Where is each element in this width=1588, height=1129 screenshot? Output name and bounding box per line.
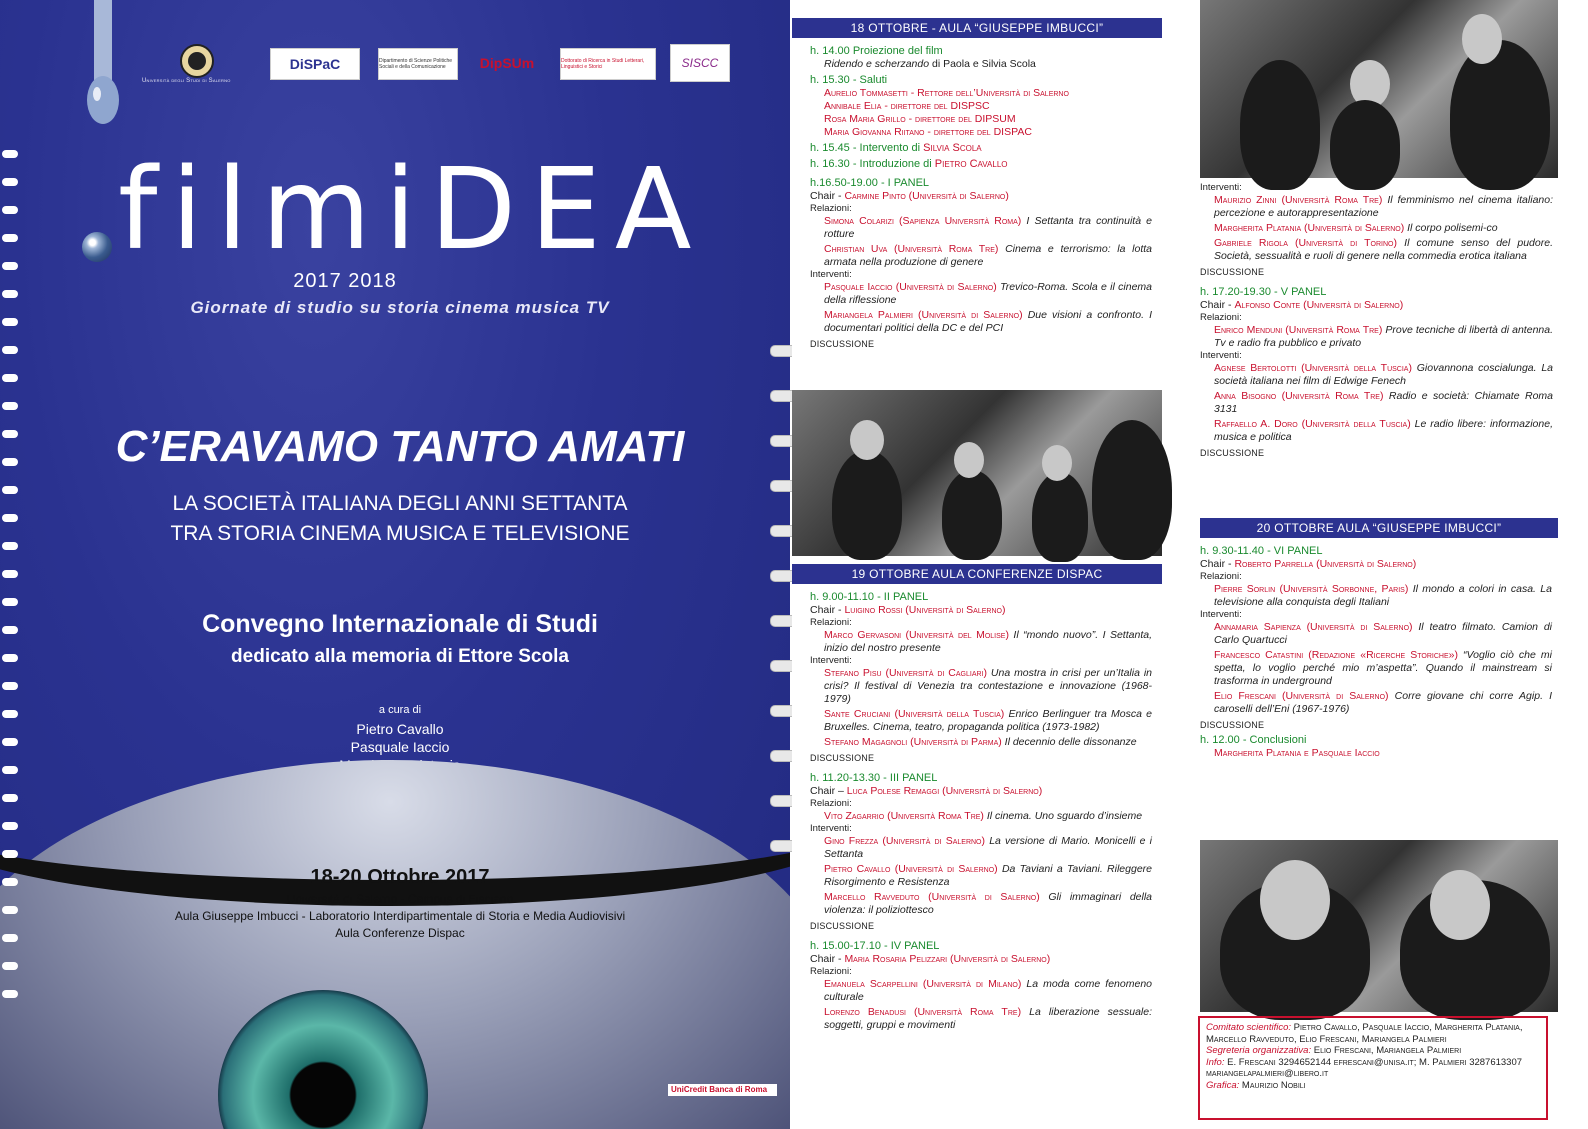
talk-title: Trevico-Roma. Scola e il cinema della riflessione	[824, 281, 1152, 306]
binder-hole	[2, 206, 18, 214]
talk-title: Il femminismo nel cinema italiano: percezione e autorappresentazione	[1214, 194, 1553, 219]
speaker-name: Stefano Pisu (Università di Cagliari)	[824, 667, 987, 679]
binder-hole	[2, 878, 18, 886]
logo-sisc: SISCC	[670, 44, 730, 82]
speaker-name: Francesco Catastini (Redazione «Ricerche Storiche»)	[1214, 649, 1458, 661]
speaker-name: Simona Colarizi (Sapienza Università Roma)	[824, 215, 1022, 227]
speaker-name: Elio Frescani (Università di Salerno)	[1214, 690, 1389, 702]
film-credit: di Paola e Silvia Scola	[932, 58, 1036, 70]
panel-heading: h. 9.00-11.10 - II PANEL	[810, 591, 929, 603]
binder-hole	[2, 570, 18, 578]
talk-title: Una mostra in crisi per un’Italia in crisi? Il festival di Venezia tra contestazione e innovazione (1968-1979)	[824, 667, 1152, 705]
panel-heading: h. 17.20-19.30 - V PANEL	[1200, 286, 1327, 298]
interventi-label: Interventi:	[810, 823, 852, 834]
binder-hole	[2, 906, 18, 914]
day1-header: 18 OTTOBRE - AULA “GIUSEPPE IMBUCCI”	[792, 18, 1162, 38]
brand-years: 2017 2018	[293, 270, 397, 292]
binder-hole	[2, 150, 18, 158]
speaker-name: Mariangela Palmieri (Università di Salerno)	[824, 309, 1023, 321]
speaker-role: - direttore del DISPAC	[927, 126, 1032, 138]
speaker-name: Aurelio Tommasetti	[824, 87, 908, 99]
logo-dipsum: DipSUm	[479, 55, 535, 71]
binder-hole	[2, 290, 18, 298]
venue-line-3: Aula Conferenze Dispac	[335, 926, 465, 940]
chair-label: Chair -	[810, 190, 842, 202]
speaker-name: Annibale Elia	[824, 100, 882, 112]
conference-label: Convegno Internazionale di Studi	[202, 610, 598, 638]
credits-label: Comitato scientifico:	[1206, 1022, 1292, 1033]
speaker-name: Christian Uva (Università Roma Tre)	[824, 243, 999, 255]
talk-title: Da Taviani a Taviani. Rileggere Risorgimento e Resistenza	[824, 863, 1152, 888]
binder-hole	[2, 318, 18, 326]
binder-hole	[2, 262, 18, 270]
binder-hole	[2, 430, 18, 438]
chair-label: Chair –	[810, 785, 844, 797]
day3-section	[1200, 518, 1558, 760]
speaker-name: Enrico Menduni (Università Roma Tre)	[1214, 324, 1383, 336]
binder-hole	[2, 626, 18, 634]
binder-hole	[2, 934, 18, 942]
speaker-role: - direttore del DIPSUM	[908, 113, 1016, 125]
credits-value: Elio Frescani, Mariangela Palmieri	[1313, 1045, 1462, 1056]
credits-label: Info:	[1206, 1056, 1225, 1068]
relazioni-label: Relazioni:	[810, 798, 852, 809]
credits-label: Grafica:	[1206, 1079, 1240, 1091]
credits-box	[1198, 1016, 1548, 1120]
talk-title: Il cinema. Uno sguardo d’insieme	[986, 810, 1143, 822]
speaker-name: Marco Gervasoni (Università del Molise)	[824, 629, 1009, 641]
discussion-label: DISCUSSIONE	[1200, 267, 1265, 277]
photo-scola-group	[1200, 0, 1558, 178]
relazioni-label: Relazioni:	[810, 966, 852, 977]
speaker-name: Rosa Maria Grillo	[824, 113, 906, 125]
binder-hole	[2, 542, 18, 550]
water-drop-icon	[84, 0, 122, 130]
curator-name: Pietro Cavallo	[356, 721, 444, 737]
speaker-name: Agnese Bertolotti (Università della Tuscia)	[1214, 362, 1412, 374]
speaker-name: Annamaria Sapienza (Università di Salerno)	[1214, 621, 1413, 633]
poster	[0, 0, 790, 1129]
binder-hole	[2, 178, 18, 186]
speaker-name: Stefano Magagnoli (Università di Parma)	[824, 736, 1002, 748]
speaker-name: Lorenzo Benadusi (Università Roma Tre)	[824, 1006, 1022, 1018]
speaker-name: Sante Cruciani (Università della Tuscia)	[824, 708, 1005, 720]
photo-group-men	[792, 390, 1162, 556]
binder-hole	[2, 598, 18, 606]
chair-name: Luigino Rossi (Università di Salerno)	[844, 604, 1006, 616]
day2-section	[792, 564, 1162, 1032]
talk-title: Prove tecniche di libertà di antenna. Tv e radio fra pubblico e privato	[1214, 324, 1554, 349]
speaker-name: Raffaello A. Doro (Università della Tuscia)	[1214, 418, 1411, 430]
speaker-name: Pierre Sorlin (Università Sorbonne, Paris)	[1214, 583, 1409, 595]
binder-hole	[2, 738, 18, 746]
binder-hole	[2, 682, 18, 690]
discussion-label: DISCUSSIONE	[810, 753, 875, 763]
speaker-name: Pietro Cavallo	[934, 158, 1008, 170]
slot-title: Proiezione del film	[852, 45, 943, 57]
binder-hole	[2, 374, 18, 382]
speaker-name: Gino Frezza (Università di Salerno)	[824, 835, 986, 847]
relazioni-label: Relazioni:	[810, 203, 852, 214]
panel-heading: h. 11.20-13.30 - III PANEL	[810, 772, 938, 784]
chair-name: Maria Rosaria Pelizzari (Università di Salerno)	[844, 953, 1051, 965]
side-column	[1195, 0, 1565, 1129]
speaker-name: Emanuela Scarpellini (Università di Milano)	[824, 978, 1022, 990]
chair-name: Alfonso Conte (Università di Salerno)	[1234, 299, 1404, 311]
main-title: C’ERAVAMO TANTO AMATI	[115, 422, 685, 471]
chair-label: Chair -	[810, 604, 842, 616]
credits-value: Maurizio Nobili	[1241, 1079, 1306, 1091]
interventi-label: Interventi:	[1200, 609, 1242, 620]
logo-strip	[170, 44, 750, 86]
binder-hole	[2, 402, 18, 410]
talk-title: Giovannona coscialunga. La società italiana nei film di Edwige Fenech	[1214, 362, 1553, 387]
dedication: dedicato alla memoria di Ettore Scola	[231, 646, 569, 667]
talk-title: Il “mondo nuovo”. I Settanta, inizio del nostro presente	[824, 629, 1152, 654]
credits-value: Pietro Cavallo, Pasquale Iaccio, Margherita Platania, Marcello Ravveduto, Elio Frescani, Mariangela Palmieri	[1206, 1022, 1523, 1045]
talk-title: La liberazione sessuale: soggetti, gruppi e movimenti	[824, 1006, 1153, 1031]
logo-dottorato: Dottorato di Ricerca in Studi Letterari, Linguistici e Storici	[560, 48, 656, 80]
photo-two-men	[1200, 840, 1558, 1012]
tagline: Giornate di studio su storia cinema musica TV	[190, 298, 610, 317]
talk-title: Il mondo a colori in casa. La televisione alla conquista degli Italiani	[1214, 583, 1552, 608]
curator-name: Pasquale Iaccio	[350, 739, 450, 755]
talk-title: Due visioni a confronto. I documentari politici della DC e del PCI	[824, 309, 1153, 334]
discussion-label: DISCUSSIONE	[810, 339, 875, 349]
slot-time: h. 14.00	[810, 45, 850, 57]
venue-line-2: Aula Giuseppe Imbucci - Laboratorio Interdipartimentale di Storia e Media Audiovisivi	[174, 909, 626, 923]
speaker-role: - Rettore dell’Università di Salerno	[910, 87, 1069, 99]
chair-label: Chair -	[810, 953, 842, 965]
talk-title: I Settanta tra continuità e rotture	[824, 215, 1152, 240]
speaker-name: Maurizio Zinni (Università Roma Tre)	[1214, 194, 1383, 206]
panel-heading: h.16.50-19.00 - I PANEL	[810, 177, 930, 189]
panel-heading: h. 15.00-17.10 - IV PANEL	[810, 940, 940, 952]
talk-title: Il corpo polisemi-co	[1407, 222, 1498, 234]
talk-title: Le radio libere: informazione, musica e politica	[1214, 418, 1553, 443]
chair-label: Chair -	[1200, 299, 1232, 311]
talk-title: Enrico Berlinguer tra Mosca e Bruxelles. Cinema, teatro, propaganda politica (1973-1982)	[824, 708, 1153, 733]
talk-title: Gli immaginari della violenza: il poliziottesco	[824, 891, 1153, 916]
curated-by-label: a cura di	[378, 704, 422, 716]
binder-hole	[2, 654, 18, 662]
talk-title: Radio e società: Chiamate Roma 3131	[1214, 390, 1553, 415]
speaker-name: Silvia Scola	[923, 142, 982, 154]
discussion-label: DISCUSSIONE	[1200, 720, 1265, 730]
binder-hole	[2, 710, 18, 718]
subtitle-line-1: LA SOCIETÀ ITALIANA DEGLI ANNI SETTANTA	[172, 492, 628, 515]
slot-title: - Saluti	[852, 74, 888, 86]
relazioni-label: Relazioni:	[1200, 312, 1242, 323]
chair-name: Luca Polese Remaggi (Università di Salerno)	[846, 785, 1043, 797]
talk-title: Cinema e terrorismo: la lotta armata nella produzione di genere	[824, 243, 1152, 268]
binder-hole	[2, 346, 18, 354]
chair-name: Carmine Pinto (Università di Salerno)	[844, 190, 1009, 202]
talk-title: La versione di Mario. Monicelli e i Settanta	[824, 835, 1153, 860]
sponsor-logo: UniCredit Banca di Roma	[668, 1084, 777, 1096]
subtitle-line-2: TRA STORIA CINEMA MUSICA E TELEVISIONE	[170, 522, 630, 545]
conclusions-heading: h. 12.00 - Conclusioni	[1200, 734, 1307, 746]
binder-hole	[2, 822, 18, 830]
interventi-label: Interventi:	[1200, 350, 1242, 361]
talk-title: Corre giovane chi corre Agip. I caroselli dell’Eni (1967-1976)	[1214, 690, 1552, 715]
speaker-name: Pietro Cavallo (Università di Salerno)	[824, 863, 998, 875]
binder-hole	[2, 794, 18, 802]
credits-label: Segreteria organizzativa:	[1206, 1045, 1312, 1056]
talk-title: La moda come fenomeno culturale	[824, 978, 1152, 1003]
discussion-label: DISCUSSIONE	[810, 921, 875, 931]
panel4-continued	[1195, 182, 1565, 459]
day1-section	[792, 18, 1162, 350]
relazioni-label: Relazioni:	[1200, 571, 1242, 582]
university-seal-icon	[180, 44, 214, 78]
panel-heading: h. 9.30-11.40 - VI PANEL	[1200, 545, 1323, 557]
relazioni-label: Relazioni:	[810, 617, 852, 628]
binder-hole	[2, 458, 18, 466]
binder-hole	[2, 486, 18, 494]
speaker-name: Marcello Ravveduto (Università di Salerno)	[824, 891, 1040, 903]
speaker-name: Margherita Platania (Università di Salerno)	[1214, 222, 1405, 234]
film-title: Ridendo e scherzando	[824, 58, 930, 70]
talk-title: “Voglio ciò che mi spetta, lo voglio perché mio m’aspetta”. Quando il mainstream si trasforma in underground	[1214, 649, 1552, 687]
interventi-label: Interventi:	[1200, 182, 1242, 193]
event-dates: 18-20 Ottobre 2017	[310, 866, 490, 888]
binder-hole	[2, 514, 18, 522]
talk-title: Il comune senso del pudore. Società, sessualità e ruoli di genere nella commedia erotica italiana	[1214, 237, 1553, 262]
slot-text: h. 16.30 - Introduzione di	[810, 158, 932, 170]
day3-header: 20 OTTOBRE AULA “GIUSEPPE IMBUCCI”	[1200, 518, 1558, 538]
bubble-icon	[82, 232, 112, 262]
conclusions-speakers: Margherita Platania e Pasquale Iaccio	[1214, 747, 1380, 759]
logo-dispsc: Dipartimento di Scienze Politiche Sociali e della Comunicazione	[378, 48, 458, 80]
speaker-name: Pasquale Iaccio (Università di Salerno)	[824, 281, 997, 293]
talk-title: Il teatro filmato. Camion di Carlo Quartucci	[1214, 621, 1553, 646]
program-column	[792, 0, 1172, 1129]
binder-hole	[2, 990, 18, 998]
binder-hole	[2, 234, 18, 242]
binder-hole	[2, 766, 18, 774]
interventi-label: Interventi:	[810, 655, 852, 666]
venue-line-1: Università di Salerno - Campus di Fisciano	[286, 892, 514, 906]
logo-dispac: DiSPaC	[270, 48, 360, 80]
slot-text: h. 15.45 - Intervento di	[810, 142, 921, 154]
brand-logo: filmiDEA	[118, 145, 706, 275]
binder-hole	[2, 962, 18, 970]
discussion-label: DISCUSSIONE	[1200, 448, 1265, 458]
slot-time: h. 15.30	[810, 74, 850, 86]
university-seal-label: Università degli Studi di Salerno	[142, 78, 231, 84]
chair-label: Chair -	[1200, 558, 1232, 570]
speaker-name: Anna Bisogno (Università Roma Tre)	[1214, 390, 1384, 402]
speaker-name: Gabriele Rigola (Università di Torino)	[1214, 237, 1397, 249]
speaker-role: - direttore del DISPSC	[884, 100, 990, 112]
speaker-name: Maria Giovanna Riitano	[824, 126, 925, 138]
talk-title: Il decennio delle dissonanze	[1004, 736, 1137, 748]
interventi-label: Interventi:	[810, 269, 852, 280]
credits-value: E. Frescani 3294652144 efrescani@unisa.it; M. Palmieri 3287613307 mariangelapalmieri@libero.it	[1206, 1056, 1523, 1079]
speaker-name: Vito Zagarrio (Università Roma Tre)	[824, 810, 984, 822]
day2-header: 19 OTTOBRE AULA CONFERENZE DISPAC	[792, 564, 1162, 584]
chair-name: Roberto Parrella (Università di Salerno)	[1234, 558, 1417, 570]
binder-hole	[2, 850, 18, 858]
